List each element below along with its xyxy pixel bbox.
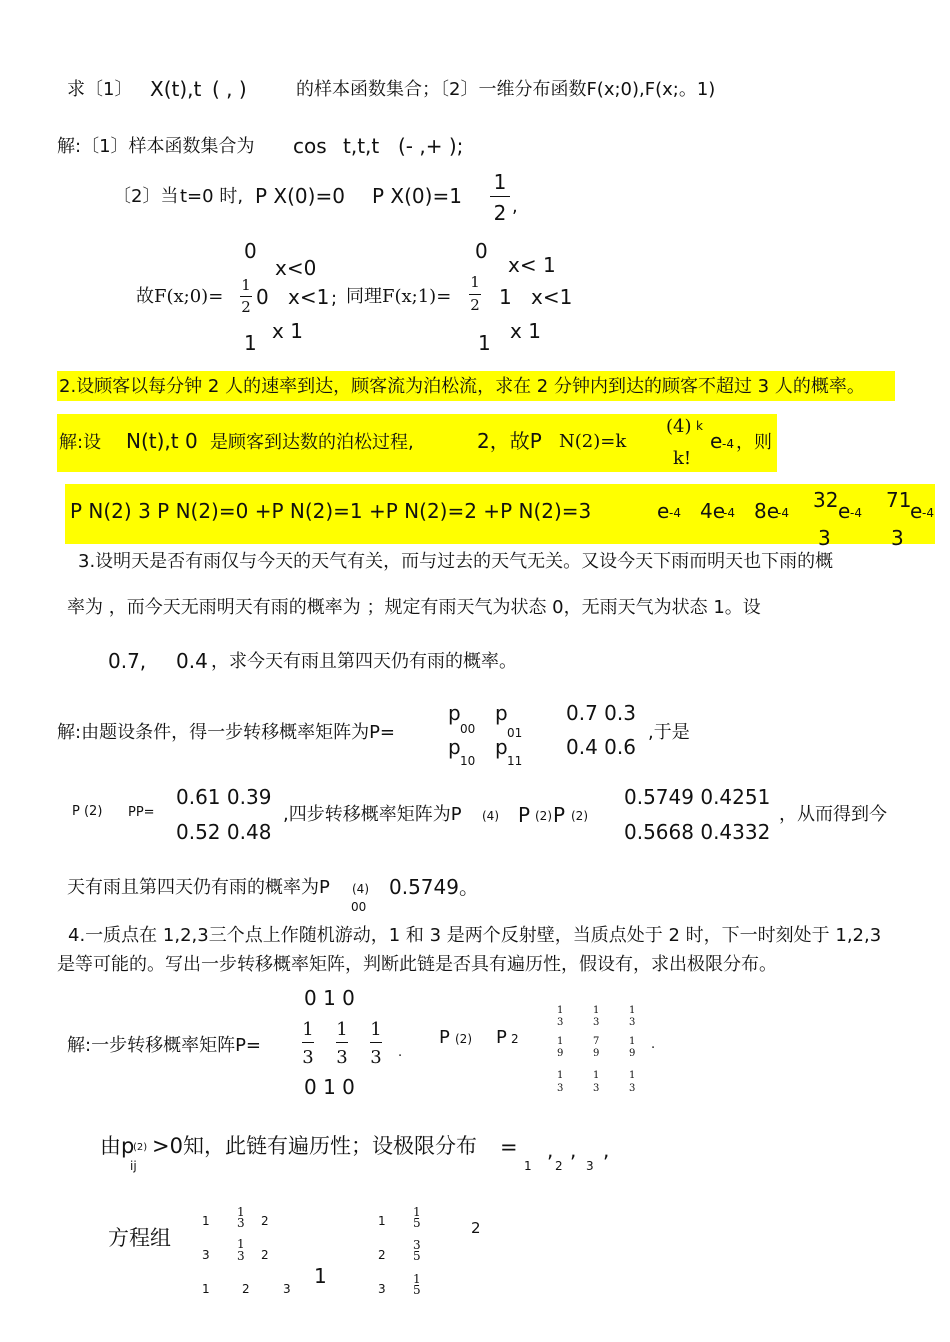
q2-term-4-num: 32 [813,488,839,512]
q4-m-den-3: 3 [370,1047,382,1068]
q4-sys-r1-b: 2 [261,1214,269,1228]
q4-sys-r2-fd: 3 [237,1249,245,1263]
q3-p2p2-sup-a: (2) [535,809,552,823]
q4-sys-r2-fn: 1 [237,1237,245,1251]
q4-p2-symbol: P [439,1027,450,1048]
f0-cond-1: x<0 [275,256,317,280]
q3-p00-sub: 00 [460,722,476,736]
q3-matrix1-row2: 0.4 0.6 [566,735,636,759]
q3-tail: ，从而得到今 [779,804,887,825]
q4-p2-cell-b1-den: 9 [557,1048,564,1059]
q4-pi-comma-3: , [603,1138,610,1162]
q2-sol-desc: 是顾客到达数的泊松过程, [210,432,414,453]
q2-sol-label: 解:设 [59,432,102,453]
q4-p2-cell-a3: 1 [629,1005,636,1016]
q2-term-3-exp: -4 [777,506,789,520]
q4-p-squared-exp: 2 [511,1032,519,1046]
q4-m-den-2: 3 [336,1047,348,1068]
q4-sys-r2-b: 2 [261,1248,269,1262]
q4-p-squared: P [496,1027,507,1048]
q1-ask-rest: 的样本函数集合；〔2〕一维分布函数F(x;0),F(x;。1) [296,79,716,100]
q3-matrix2-row2: 0.52 0.48 [176,820,272,844]
q3-p10: p [448,735,461,759]
f0-cond-3: x 1 [272,319,303,343]
q4-p2-cell-c3: 1 [629,1070,636,1081]
q3-p2p2-a: P [518,803,531,827]
q4-sys-r3-a: 1 [202,1282,210,1296]
q4-text-1: 4.一质点在 1,2,3三个点上作随机游动，1 和 3 是两个反射壁，当质点处于 2 时，下一时刻处于 1,2,3 [68,925,882,946]
f0-lead: 故F(x;0)= [136,286,224,307]
q4-sys-r2-a: 3 [202,1248,210,1262]
q4-p2-cell-c2: 1 [593,1070,600,1081]
q2-e: e [710,429,723,453]
q2-term-1: e [657,499,670,523]
q1-half-denominator: 2 [493,201,507,225]
q4-p2-cell-b3-den: 9 [629,1048,636,1059]
q4-p2-cell-c1-den: 3 [557,1083,564,1094]
q3-matrix3-row2: 0.5668 0.4332 [624,820,771,844]
q4-m-num-3: 1 [370,1019,382,1040]
q3-conclusion-sub: 00 [351,900,367,914]
q2-term-5: e [910,499,923,523]
q2-term-5-den: 3 [891,526,904,550]
q3-p10-sub: 10 [460,754,476,768]
q1-half-comma: , [512,196,518,217]
q4-sys-r3-b: 2 [242,1282,250,1296]
f1-lead: 同理F(x;1)= [346,286,452,307]
q1-range: (- ,+ ); [398,134,464,158]
q2-lambda: 2，故P [477,429,542,453]
q3-p11: p [495,735,508,759]
f1-cond-1: x< 1 [508,253,556,277]
q4-p2-cell-b2-den: 9 [593,1048,600,1059]
q4-pi-comma-2: , [570,1138,577,1162]
q3-conclusion: 天有雨且第四天仍有雨的概率为P [67,877,330,898]
q2-term-4: e [838,499,851,523]
q4-p2-cell-a2: 1 [593,1005,600,1016]
q4-dot: . [398,1045,403,1060]
q4-p2-cell-a3-den: 3 [629,1017,636,1028]
f0-frac-num: 1 [241,276,251,294]
q4-sys-rhs: 1 [314,1264,327,1288]
q4-m-num-1: 1 [302,1019,314,1040]
q4-p2-cell-b1: 1 [557,1036,564,1047]
q3-p00: p [448,701,461,725]
q3-pp: PP= [128,805,155,820]
q4-m-bar-2 [336,1042,348,1043]
q2-term-4-den: 3 [818,526,831,550]
q1-ttt: t,t,t [343,134,380,158]
q4-sol-r3-a: 3 [378,1282,386,1296]
q3-p2p2-b: P [553,803,566,827]
q4-sol-r2-fd: 5 [413,1249,421,1263]
q3-sol-label: 解:由题设条件，得一步转移概率矩阵为P= [57,722,395,743]
q4-matrix-row3: 0 1 0 [304,1075,355,1099]
f1-bottom-value: 1 [478,331,491,355]
q3-matrix1-row1: 0.7 0.3 [566,701,636,725]
q4-ergodic-eq: = [500,1135,518,1159]
q1-px0: P X(0)=0 [255,184,345,208]
q3-conclusion-sup: (4) [352,882,369,896]
q2-term-5-exp: -4 [922,506,934,520]
q2-n2k: N(2)=k [559,431,627,452]
q4-p2-cell-a2-den: 3 [593,1017,600,1028]
q2-then: ，则 [736,432,772,453]
q4-sys-r1-fd: 3 [237,1216,245,1230]
q4-pi-comma-1: , [547,1138,554,1162]
q3-p01-sub: 01 [507,726,523,740]
q4-matrix-row1: 0 1 0 [304,986,355,1010]
q4-sys-r1-a: 1 [202,1214,210,1228]
q1-half-numerator: 1 [493,170,507,194]
q4-m-bar-1 [302,1042,314,1043]
q4-ergodic-sub: ij [130,1159,137,1173]
q4-pi2-sub: 2 [555,1159,563,1173]
q4-m-num-2: 1 [336,1019,348,1040]
f0-top-value: 0 [244,239,257,263]
q1-part2-label: 〔2〕当 [113,186,179,207]
q4-text-2: 是等可能的。写出一步转移概率矩阵，判断此链是否具有遍历性，假设有，求出极限分布。 [57,954,777,975]
q2-e-exp: -4 [722,437,734,451]
f0-separator: ; [331,288,338,309]
q1-t0: t=0 时, [180,186,244,207]
q4-sol-r1-fn: 1 [413,1205,421,1219]
q4-m-bar-3 [370,1042,382,1043]
f0-bottom-value: 1 [244,331,257,355]
q3-p11-sub: 11 [507,754,523,768]
q4-sol-r1-a: 1 [378,1214,386,1228]
f0-cond-2: x<1 [288,285,330,309]
q4-m-den-1: 3 [302,1047,314,1068]
q1-cos: cos [293,134,327,158]
q2-frac-k: k [696,419,703,433]
q4-ergodic-prefix: 由p [100,1134,135,1158]
q4-p2-cell-a1: 1 [557,1005,564,1016]
q1-ask-prefix: 求〔1〕 [67,79,133,100]
q3-text-2: 率为 ，而今天无雨明天有雨的概率为 ；规定有雨天气为状态 0，无雨天气为状态 1。设 [67,597,761,618]
f1-cond-3: x 1 [510,319,541,343]
f0-frac-den: 2 [241,298,251,316]
q3-beta: 0.4 [176,649,208,673]
q4-sol-r2-a: 2 [378,1248,386,1262]
q2-question: 2.设顾客以每分钟 2 人的速率到达，顾客流为泊松流，求在 2 分钟内到达的顾客不超过 3 人的概率。 [59,376,865,397]
q4-sol-r2-fn: 3 [413,1238,421,1252]
q4-p2-dot: . [651,1037,656,1052]
q4-ergodic-text: >0知，此链有遍历性；设极限分布 [152,1134,477,1158]
q2-nt: N(t),t 0 [126,429,198,453]
q2-term-2: 4e [700,499,726,523]
f1-top-value: 0 [475,239,488,263]
q4-p2-cell-a1-den: 3 [557,1017,564,1028]
q4-p2-cell-b3: 1 [629,1036,636,1047]
q3-four-step-text: ,四步转移概率矩阵为P [283,804,462,825]
q1-ask-xt: X(t),t [150,77,202,101]
q3-conclusion-value: 0.5749。 [389,875,479,899]
q3-alpha: 0.7, [108,649,147,673]
q4-sol-label: 解:一步转移概率矩阵P= [67,1035,262,1056]
q4-pi3-sub: 3 [586,1159,594,1173]
q3-ask: ，求今天有雨且第四天仍有雨的概率。 [211,651,517,672]
q4-p2-cell-c1: 1 [557,1070,564,1081]
q4-sol-r3-fn: 1 [413,1272,421,1286]
q4-sol-note: 2 [471,1219,481,1237]
q4-ergodic-sup: (2) [133,1142,148,1153]
q4-p2-sup: (2) [455,1032,472,1046]
q2-term-2-exp: -4 [723,506,735,520]
q1-px1: P X(0)=1 [372,184,462,208]
q3-text-1: 3.设明天是否有雨仅与今天的天气有关，而与过去的天气无关。又设今天下雨而明天也下雨的概 [78,551,834,572]
q2-term-1-exp: -4 [669,506,681,520]
f1-cond-2: x<1 [531,285,573,309]
q4-sol-r1-fd: 5 [413,1216,421,1230]
q4-sys-r3-c: 3 [283,1282,291,1296]
f0-mid-value: 0 [256,285,269,309]
q2-frac-den: k! [673,448,692,469]
q3-p2-lead: P (2) [72,804,103,819]
q3-therefore: ,于是 [648,722,690,743]
f1-frac-den: 2 [470,296,480,314]
q2-term-5-num: 71 [886,488,912,512]
q4-sol-r3-fd: 5 [413,1283,421,1297]
q2-result-line: P N(2) 3 P N(2)=0 +P N(2)=1 +P N(2)=2 +P N(2)=3 [70,499,592,523]
q4-p2-cell-c2-den: 3 [593,1083,600,1094]
q3-p2p2-sup-b: (2) [571,809,588,823]
f1-frac-num: 1 [470,273,480,291]
q3-p01: p [495,701,508,725]
f1-frac-bar [469,294,481,295]
q1-solution-label: 解:〔1〕样本函数集合为 [57,136,255,157]
q3-p4-sup: (4) [482,809,499,823]
f0-frac-bar [240,296,252,297]
q2-term-4-exp: -4 [850,506,862,520]
q4-p2-cell-c3-den: 3 [629,1083,636,1094]
q4-p2-cell-b2: 7 [593,1036,600,1047]
q1-half-bar [490,196,510,197]
q4-pi1-sub: 1 [524,1159,532,1173]
q3-matrix2-row1: 0.61 0.39 [176,785,272,809]
q2-term-3: 8e [754,499,780,523]
f1-mid-value: 1 [499,285,512,309]
q4-system-label: 方程组 [108,1226,171,1250]
q1-ask-paren: ( , ) [212,77,247,101]
q4-sys-r1-fn: 1 [237,1205,245,1219]
q3-matrix3-row1: 0.5749 0.4251 [624,785,771,809]
q2-frac-num: (4) [666,416,692,437]
